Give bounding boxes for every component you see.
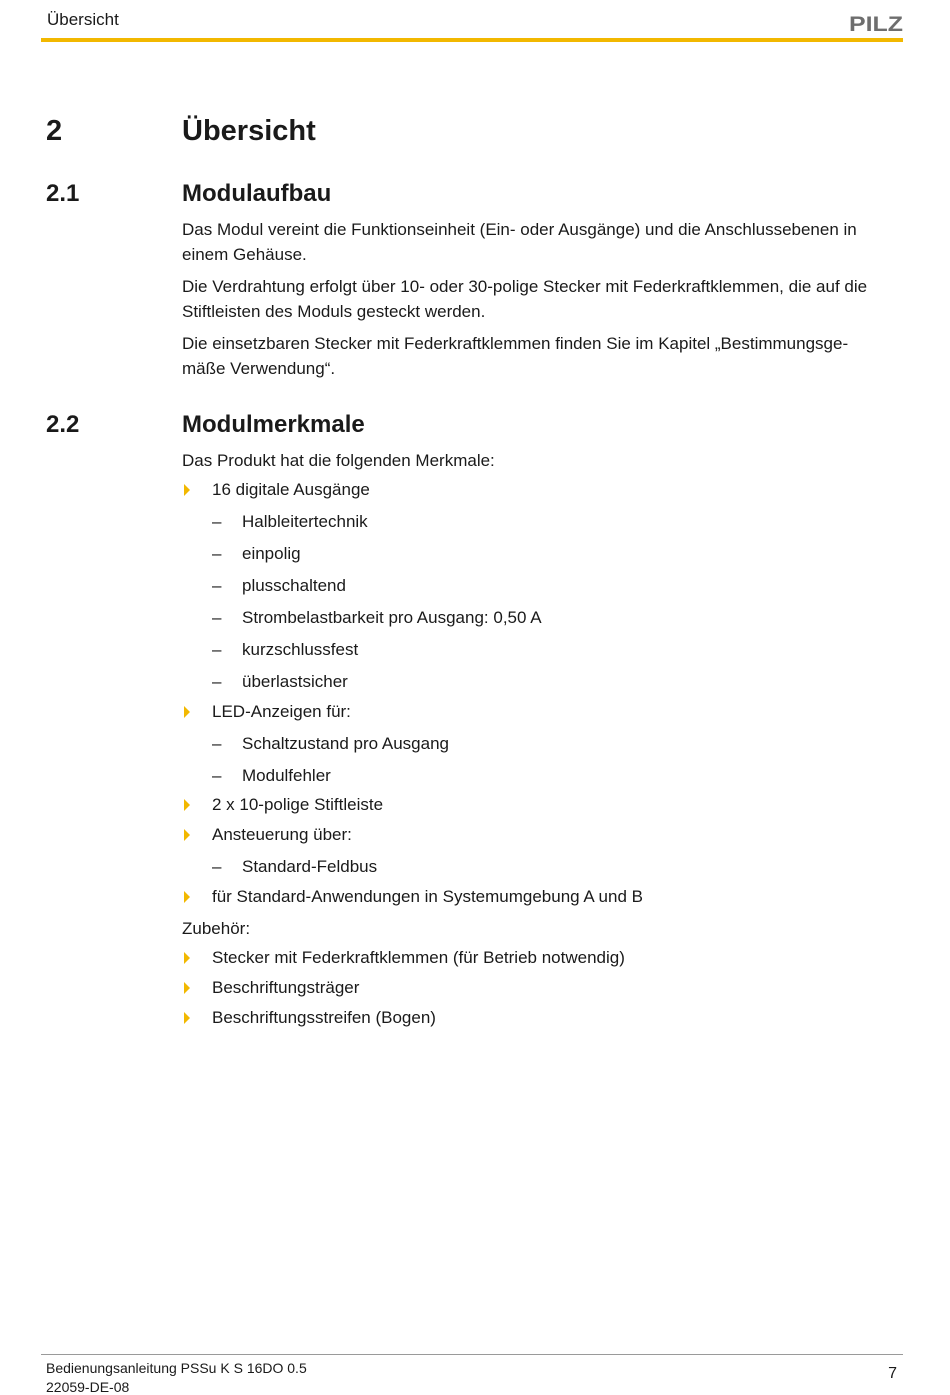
sub-list-item: einpolig — [242, 544, 301, 563]
sub-list-item: Strombelastbarkeit pro Ausgang: 0,50 A — [242, 608, 542, 627]
bullet-arrow-icon — [184, 706, 190, 718]
dash-marker: – — [212, 576, 222, 595]
bullet-arrow-icon — [184, 982, 190, 994]
accessory-item: Stecker mit Federkraftklemmen (für Betrieb notwendig) — [212, 948, 625, 967]
bullet-arrow-icon — [184, 891, 190, 903]
section-number: 2.1 — [46, 180, 80, 207]
bullet-arrow-icon — [184, 952, 190, 964]
sub-list-item: Modulfehler — [242, 766, 331, 785]
accessory-item: Beschriftungsträger — [212, 978, 360, 997]
list-item: 2 x 10-polige Stiftleiste — [212, 795, 384, 814]
section-number: 2.2 — [46, 411, 80, 438]
list-item: für Standard-Anwendungen in Systemumgebung A und B — [212, 887, 643, 906]
list-item: LED-Anzeigen für: — [212, 702, 351, 721]
dash-marker: – — [212, 608, 222, 627]
footer-doc-title: Bedienungsanleitung PSSu K S 16DO 0.5 — [46, 1360, 307, 1376]
dash-marker: – — [212, 640, 222, 659]
footer-doc-number: 22059-DE-08 — [46, 1379, 130, 1395]
page-number: 7 — [888, 1365, 897, 1382]
sub-list-item: überlastsicher — [242, 672, 348, 691]
bullet-arrow-icon — [184, 829, 190, 841]
dash-marker: – — [212, 544, 222, 563]
section-title: Modulmerkmale — [182, 411, 365, 438]
feature-intro: Das Produkt hat die folgenden Merkmale: — [182, 451, 495, 470]
sub-list-item: Halbleitertechnik — [242, 512, 368, 531]
accessory-item: Beschriftungsstreifen (Bogen) — [212, 1008, 436, 1027]
dash-marker: – — [212, 857, 222, 876]
chapter-number: 2 — [46, 115, 63, 147]
sub-list-item: plusschaltend — [242, 576, 346, 595]
list-item: 16 digitale Ausgänge — [212, 480, 370, 499]
dash-marker: – — [212, 766, 222, 785]
bullet-arrow-icon — [184, 484, 190, 496]
sub-list-item: Schaltzustand pro Ausgang — [242, 734, 449, 753]
running-header: Übersicht — [47, 10, 119, 29]
paragraph: Das Modul vereint die Funktionseinheit (Ein- oder Ausgänge) und die Anschlussebenen in einem Gehäuse. — [182, 220, 857, 264]
chapter-title: Übersicht — [182, 115, 316, 147]
paragraph: Die Verdrahtung erfolgt über 10- oder 30-polige Stecker mit Federkraftklemmen, die auf die Stiftleisten des Moduls gesteckt werden. — [182, 277, 868, 321]
dash-marker: – — [212, 672, 222, 691]
sub-list-item: Standard-Feldbus — [242, 857, 378, 876]
bullet-arrow-icon — [184, 799, 190, 811]
dash-marker: – — [212, 512, 222, 531]
pilz-logo — [849, 12, 903, 34]
accessories-label: Zubehör: — [182, 919, 251, 938]
bullet-arrow-icon — [184, 1012, 190, 1024]
list-item: Ansteuerung über: — [212, 825, 352, 844]
dash-marker: – — [212, 734, 222, 753]
svg-text:PILZ: PILZ — [849, 13, 903, 34]
footer-rule — [41, 1354, 903, 1355]
sub-list-item: kurzschlussfest — [242, 640, 359, 659]
section-title: Modulaufbau — [182, 180, 332, 207]
header-rule — [41, 38, 903, 42]
paragraph: Die einsetzbaren Stecker mit Federkraftklemmen finden Sie im Kapitel „Bestimmungsge- mäße Verwendung“. — [182, 334, 849, 378]
